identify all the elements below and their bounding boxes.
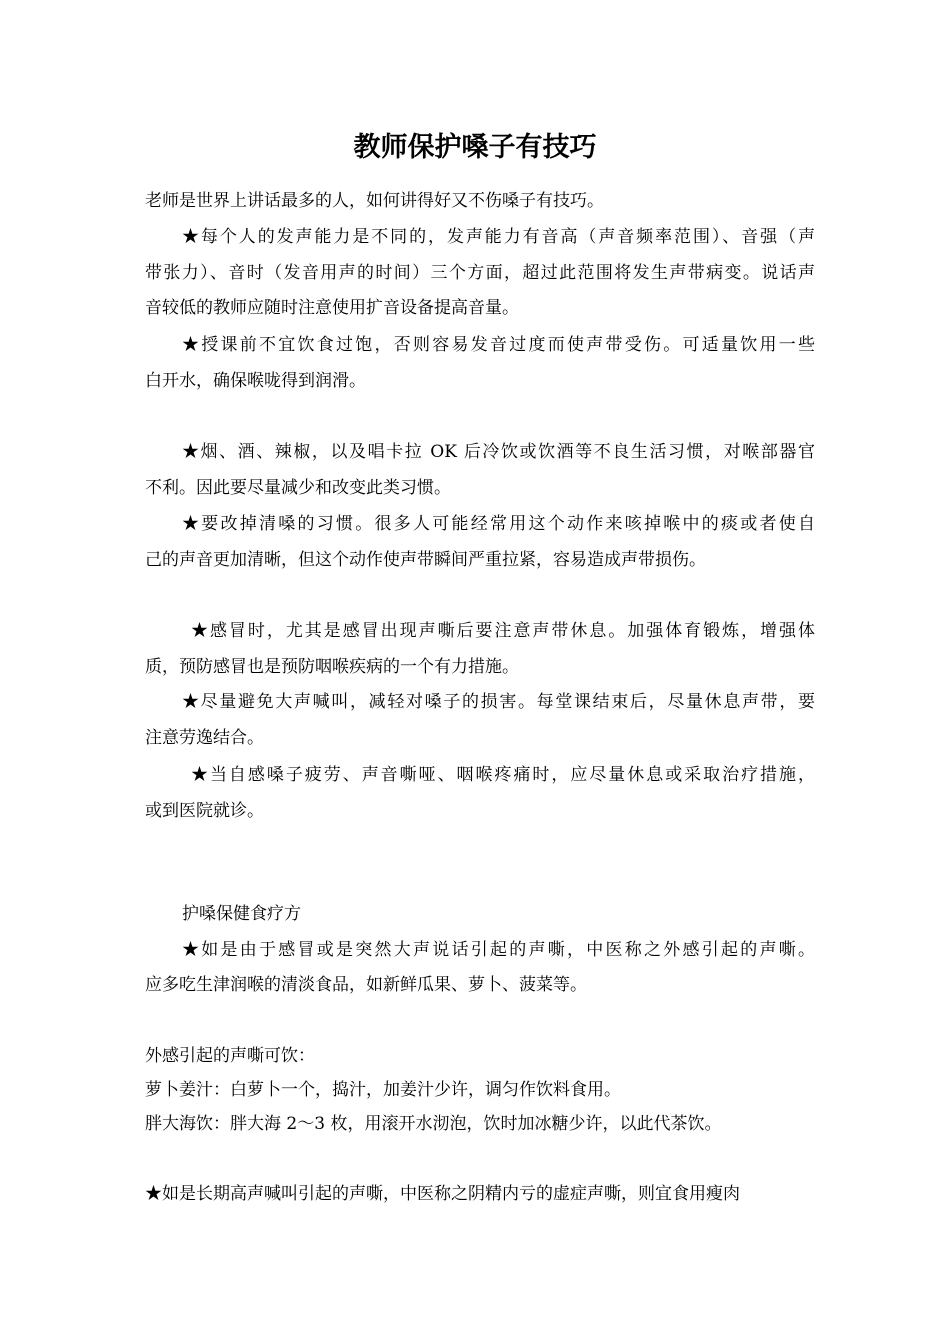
intro-line: 老师是世界上讲话最多的人，如何讲得好又不伤嗓子有技巧。 [145,191,604,211]
paragraph-line: ★授课前不宜饮食过饱，否则容易发音过度而使声带受伤。可适量饮用一些 [182,335,815,355]
paragraph-line: ★烟、酒、辣椒，以及唱卡拉 OK 后冷饮或饮酒等不良生活习惯，对喉部器官 [182,442,815,462]
paragraph-line: ★尽量避免大声喊叫，减轻对嗓子的损害。每堂课结束后，尽量休息声带，要 [182,692,815,712]
section-heading: 护嗓保健食疗方 [182,904,301,924]
recipe-line: 胖大海饮：胖大海 2～3 枚，用滚开水沏泡，饮时加冰糖少许，以此代茶饮。 [145,1114,722,1134]
paragraph-line: ★如是由于感冒或是突然大声说话引起的声嘶，中医称之外感引起的声嘶。 [182,940,815,960]
recipe-line: 萝卜姜汁：白萝卜一个，捣汁，加姜汁少许，调匀作饮料食用。 [145,1080,621,1100]
paragraph-line: 质，预防感冒也是预防咽喉疾病的一个有力措施。 [145,657,519,677]
paragraph-line: 白开水，确保喉咙得到润滑。 [145,371,366,391]
recipe-heading: 外感引起的声嘶可饮： [145,1046,315,1066]
paragraph-line: ★每个人的发声能力是不同的，发声能力有音高（声音频率范围）、音强（声 [182,227,815,247]
paragraph-line: 或到医院就诊。 [145,801,264,821]
paragraph-line: 应多吃生津润喉的清淡食品，如新鲜瓜果、萝卜、菠菜等。 [145,975,587,995]
paragraph-line: ★当自感嗓子疲劳、声音嘶哑、咽喉疼痛时，应尽量休息或采取治疗措施， [191,765,815,785]
document-title: 教师保护嗓子有技巧 [353,132,597,163]
paragraph-line: 不利。因此要尽量减少和改变此类习惯。 [145,478,451,498]
paragraph-line: ★感冒时，尤其是感冒出现声嘶后要注意声带休息。加强体育锻炼，增强体 [191,621,815,641]
paragraph-line: 己的声音更加清晰，但这个动作使声带瞬间严重拉紧，容易造成声带损伤。 [145,550,706,570]
paragraph-line: 带张力）、音时（发音用声的时间）三个方面，超过此范围将发生声带病变。说话声 [145,263,815,283]
paragraph-line: ★如是长期高声喊叫引起的声嘶，中医称之阴精内亏的虚症声嘶，则宜食用瘦肉 [145,1184,740,1204]
paragraph-line: 音较低的教师应随时注意使用扩音设备提高音量。 [145,298,519,318]
paragraph-line: ★要改掉清嗓的习惯。很多人可能经常用这个动作来咳掉喉中的痰或者使自 [182,514,815,534]
paragraph-line: 注意劳逸结合。 [145,728,264,748]
